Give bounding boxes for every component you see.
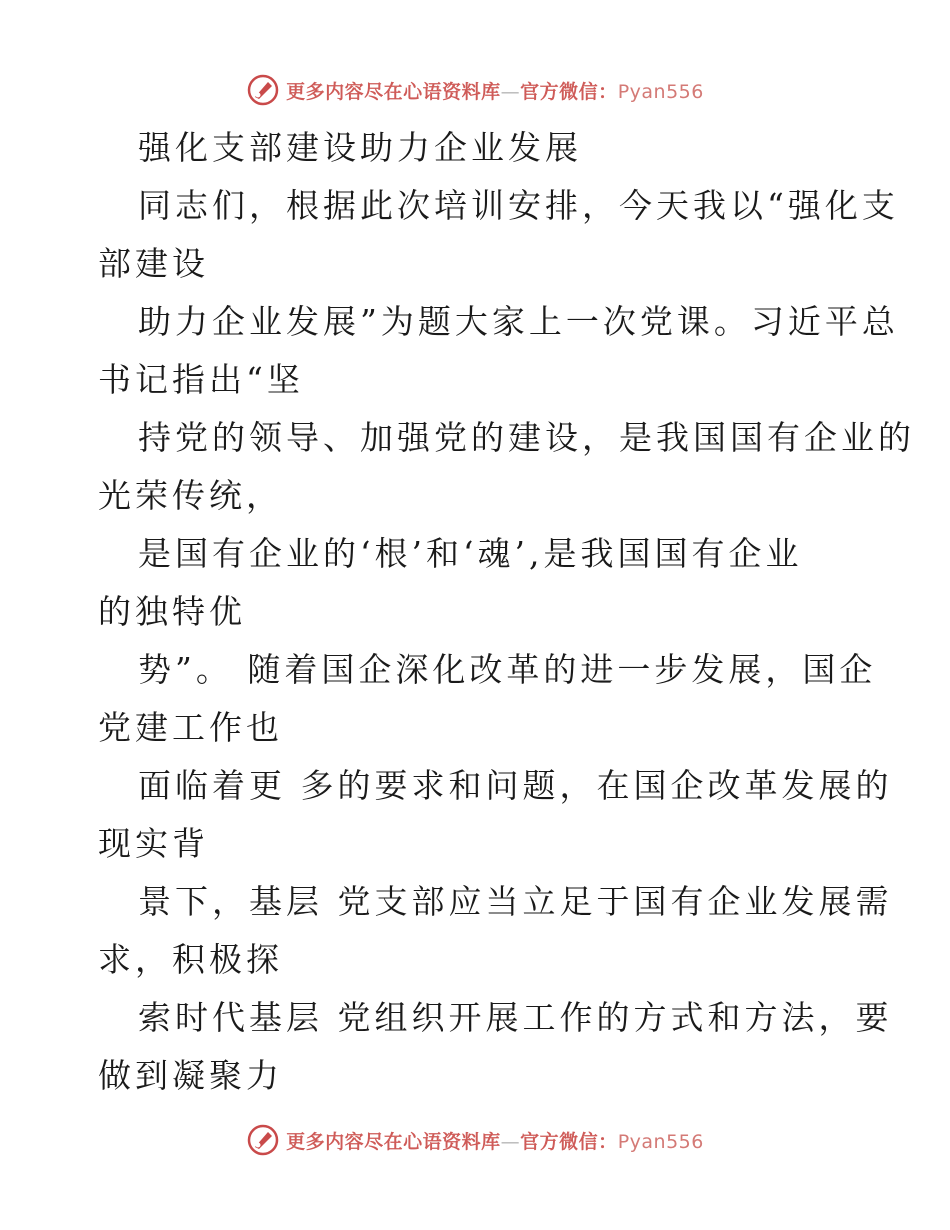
paragraph-line: 助力企业发展”为题大家上一次党课。习近平总	[138, 302, 899, 341]
watermark-header	[0, 70, 950, 110]
paragraph-line: 同志们，根据此次培训安排，今天我以“强化支	[138, 186, 899, 225]
paragraph-line: 是国有企业的‘根’和‘魂’,是我国国有企业	[138, 534, 803, 573]
paragraph-line: 持党的领导、加强党的建设，是我国国有企业的	[138, 418, 915, 457]
paragraph-line: 书记指出“坚	[98, 360, 304, 399]
watermark-brand: 更多内容尽在心语资料库	[286, 80, 501, 103]
paragraph-line: 势”。 随着国企深化改革的进一步发展，国企	[138, 650, 877, 689]
watermark-separator: —	[500, 1130, 521, 1153]
watermark-text	[286, 1127, 704, 1154]
paragraph-line: 部建设	[98, 244, 209, 283]
watermark-footer	[0, 1120, 950, 1160]
watermark-account: Pyan556	[617, 80, 704, 103]
paragraph-line: 景下，基层 党支部应当立足于国有企业发展需	[138, 882, 893, 921]
watermark-separator: —	[500, 80, 521, 103]
watermark-brand: 更多内容尽在心语资料库	[286, 1130, 501, 1153]
watermark-text	[286, 77, 704, 104]
paragraph-line: 党建工作也	[98, 708, 283, 747]
paragraph-line: 面临着更 多的要求和问题，在国企改革发展的	[138, 766, 893, 805]
paragraph-line: 求，积极探	[98, 940, 283, 979]
watermark-channel: 官方微信：	[520, 80, 618, 103]
paragraph-line: 的独特优	[98, 592, 246, 631]
paragraph-line: 光荣传统，	[98, 476, 283, 515]
pen-nib-logo-icon	[246, 1123, 280, 1157]
document-title: 强化支部建设助力企业发展	[138, 128, 582, 167]
paragraph-line: 索时代基层 党组织开展工作的方式和方法，要	[138, 998, 893, 1037]
paragraph-line: 做到凝聚力	[98, 1056, 283, 1095]
watermark-channel: 官方微信：	[520, 1130, 618, 1153]
watermark-account: Pyan556	[617, 1130, 704, 1153]
pen-nib-logo-icon	[246, 73, 280, 107]
paragraph-line: 现实背	[98, 824, 209, 863]
